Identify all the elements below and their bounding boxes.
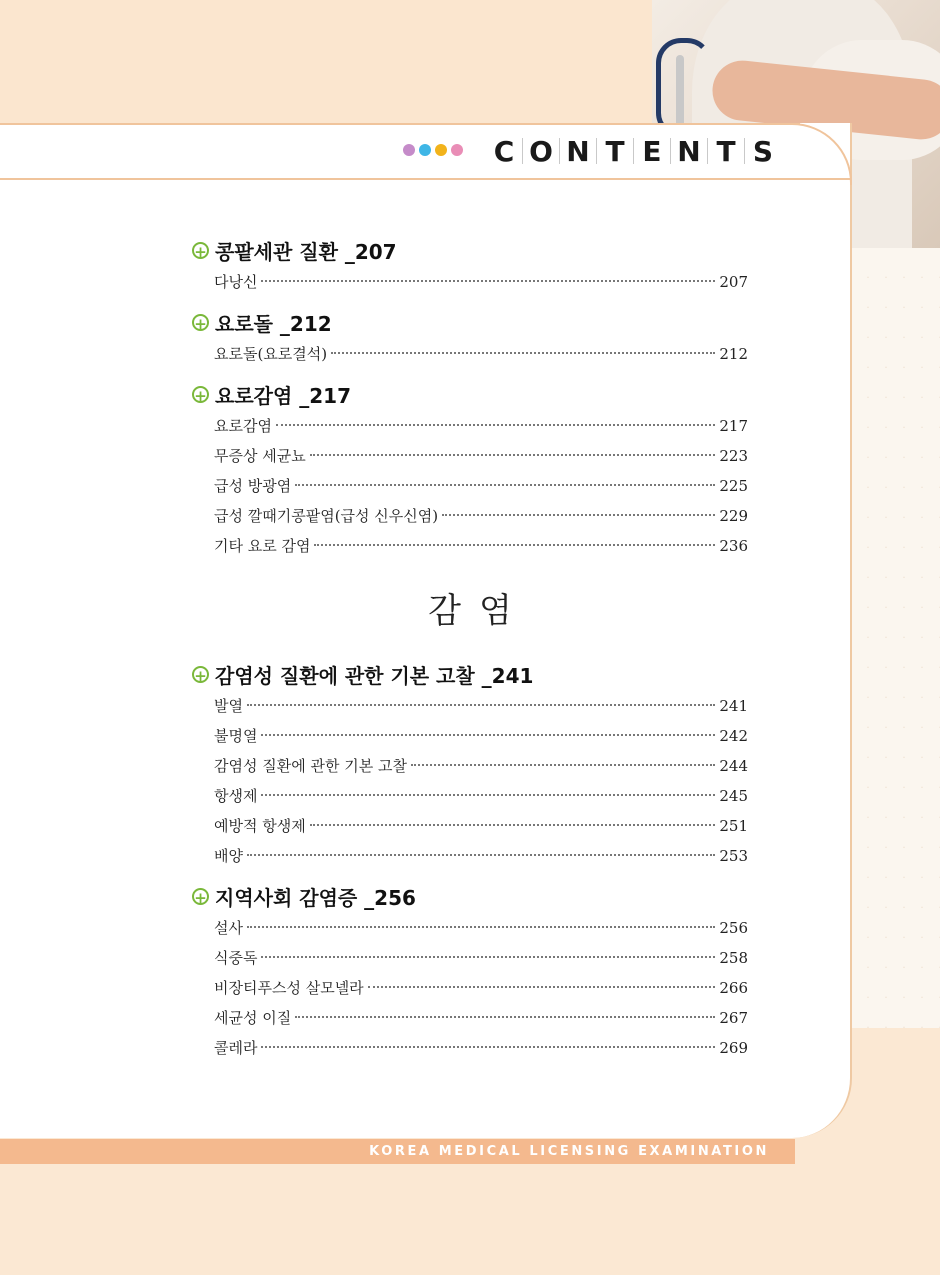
entry-page-number: 258 [719,949,748,967]
dot-leader [261,280,715,282]
toc-entry[interactable] [192,441,748,471]
entry-page-number: 245 [719,787,748,805]
header-dot [451,144,463,156]
toc-entry[interactable] [192,339,748,369]
dot-leader [442,514,715,516]
footer-bar [0,1139,795,1164]
toc-entry[interactable] [192,811,748,841]
dot-leader [247,704,715,706]
toc-entry[interactable] [192,973,748,1003]
toc-group-a [192,233,748,561]
section-heading-text: 지역사회 감염증 _256 [215,885,416,910]
entry-page-number: 242 [719,727,748,745]
title-letter: N [677,134,701,168]
section-heading[interactable] [192,233,748,267]
toc-entry[interactable] [192,501,748,531]
entry-title: 감염성 질환에 관한 기본 고찰 [214,757,407,775]
plus-circle-icon: + [192,242,209,259]
entry-title: 비장티푸스성 살모넬라 [214,979,364,997]
dot-leader [411,764,715,766]
section-heading-text: 요로돌 _212 [215,311,332,336]
side-pattern [850,248,940,1028]
entry-title: 급성 깔때기콩팥염(급성 신우신염) [214,507,439,525]
dot-leader [247,854,715,856]
toc-entry[interactable] [192,781,748,811]
entry-page-number: 236 [719,537,748,555]
toc-entry[interactable] [192,471,748,501]
section-heading-text: 콩팥세관 질환 _207 [215,239,397,264]
plus-circle-icon: + [192,666,209,683]
entry-title: 다낭신 [214,273,258,291]
toc-entry[interactable] [192,913,748,943]
entry-page-number: 267 [719,1009,748,1027]
toc-entry[interactable] [192,1033,748,1063]
entry-title: 식중독 [214,949,258,967]
toc-entry[interactable] [192,267,748,297]
entry-title: 불명열 [214,727,258,745]
section-heading[interactable] [192,879,748,913]
toc-section [192,377,748,561]
entry-title: 발열 [214,697,243,715]
entry-page-number: 229 [719,507,748,525]
header-top-line [0,123,800,125]
section-heading[interactable] [192,305,748,339]
title-letter: E [642,134,662,168]
footer-text: KOREA MEDICAL LICENSING EXAMINATION [369,1144,769,1159]
entry-page-number: 253 [719,847,748,865]
toc-entry[interactable] [192,751,748,781]
toc-section [192,657,748,871]
plus-circle-icon: + [192,386,209,403]
entry-page-number: 244 [719,757,748,775]
dot-leader [368,986,716,988]
entry-page-number: 251 [719,817,748,835]
toc [192,233,748,1071]
toc-entry[interactable] [192,943,748,973]
entry-title: 요로돌(요로결석) [214,345,328,363]
dot-leader [295,484,715,486]
header-dot [419,144,431,156]
toc-entry[interactable] [192,1003,748,1033]
toc-section [192,233,748,297]
toc-entry[interactable] [192,531,748,561]
dot-leader [261,956,715,958]
entry-title: 요로감염 [214,417,272,435]
contents-title [486,134,781,168]
title-letter: C [493,134,515,168]
dot-leader [261,734,715,736]
toc-group-b [192,657,748,1063]
entry-title: 설사 [214,919,243,937]
entry-page-number: 241 [719,697,748,715]
plus-circle-icon: + [192,888,209,905]
entry-page-number: 266 [719,979,748,997]
dot-leader [261,794,715,796]
header-dot [435,144,447,156]
header-dot [403,144,415,156]
entry-title: 콜레라 [214,1039,258,1057]
entry-page-number: 269 [719,1039,748,1057]
dot-leader [314,544,715,546]
toc-section [192,305,748,369]
entry-title: 기타 요로 감염 [214,537,311,555]
entry-title: 급성 방광염 [214,477,292,495]
toc-section [192,879,748,1063]
header-bottom-line [0,178,850,180]
dot-leader [331,352,715,354]
dot-leader [295,1016,715,1018]
dot-leader [310,824,716,826]
toc-entry[interactable] [192,841,748,871]
entry-title: 무증상 세균뇨 [214,447,306,465]
title-letter: O [529,134,553,168]
plus-circle-icon: + [192,314,209,331]
entry-title: 배양 [214,847,243,865]
entry-page-number: 223 [719,447,748,465]
entry-title: 예방적 항생제 [214,817,306,835]
entry-title: 세균성 이질 [214,1009,292,1027]
section-heading[interactable] [192,657,748,691]
section-heading[interactable] [192,377,748,411]
toc-entry[interactable] [192,411,748,441]
dot-leader [276,424,715,426]
entry-page-number: 256 [719,919,748,937]
entry-title: 항생제 [214,787,258,805]
title-letter: T [716,134,736,168]
toc-entry[interactable] [192,691,748,721]
title-letter: S [752,134,774,168]
entry-page-number: 207 [719,273,748,291]
entry-page-number: 212 [719,345,748,363]
dot-leader [247,926,715,928]
section-heading-text: 감염성 질환에 관한 기본 고찰 _241 [215,663,534,688]
entry-page-number: 217 [719,417,748,435]
toc-entry[interactable] [192,721,748,751]
title-letter: T [605,134,625,168]
entry-page-number: 225 [719,477,748,495]
part-title: 감염 [428,591,530,631]
dot-leader [310,454,716,456]
dot-leader [261,1046,715,1048]
section-heading-text: 요로감염 _217 [215,383,351,408]
header-dots [403,144,463,156]
title-letter: N [566,134,590,168]
